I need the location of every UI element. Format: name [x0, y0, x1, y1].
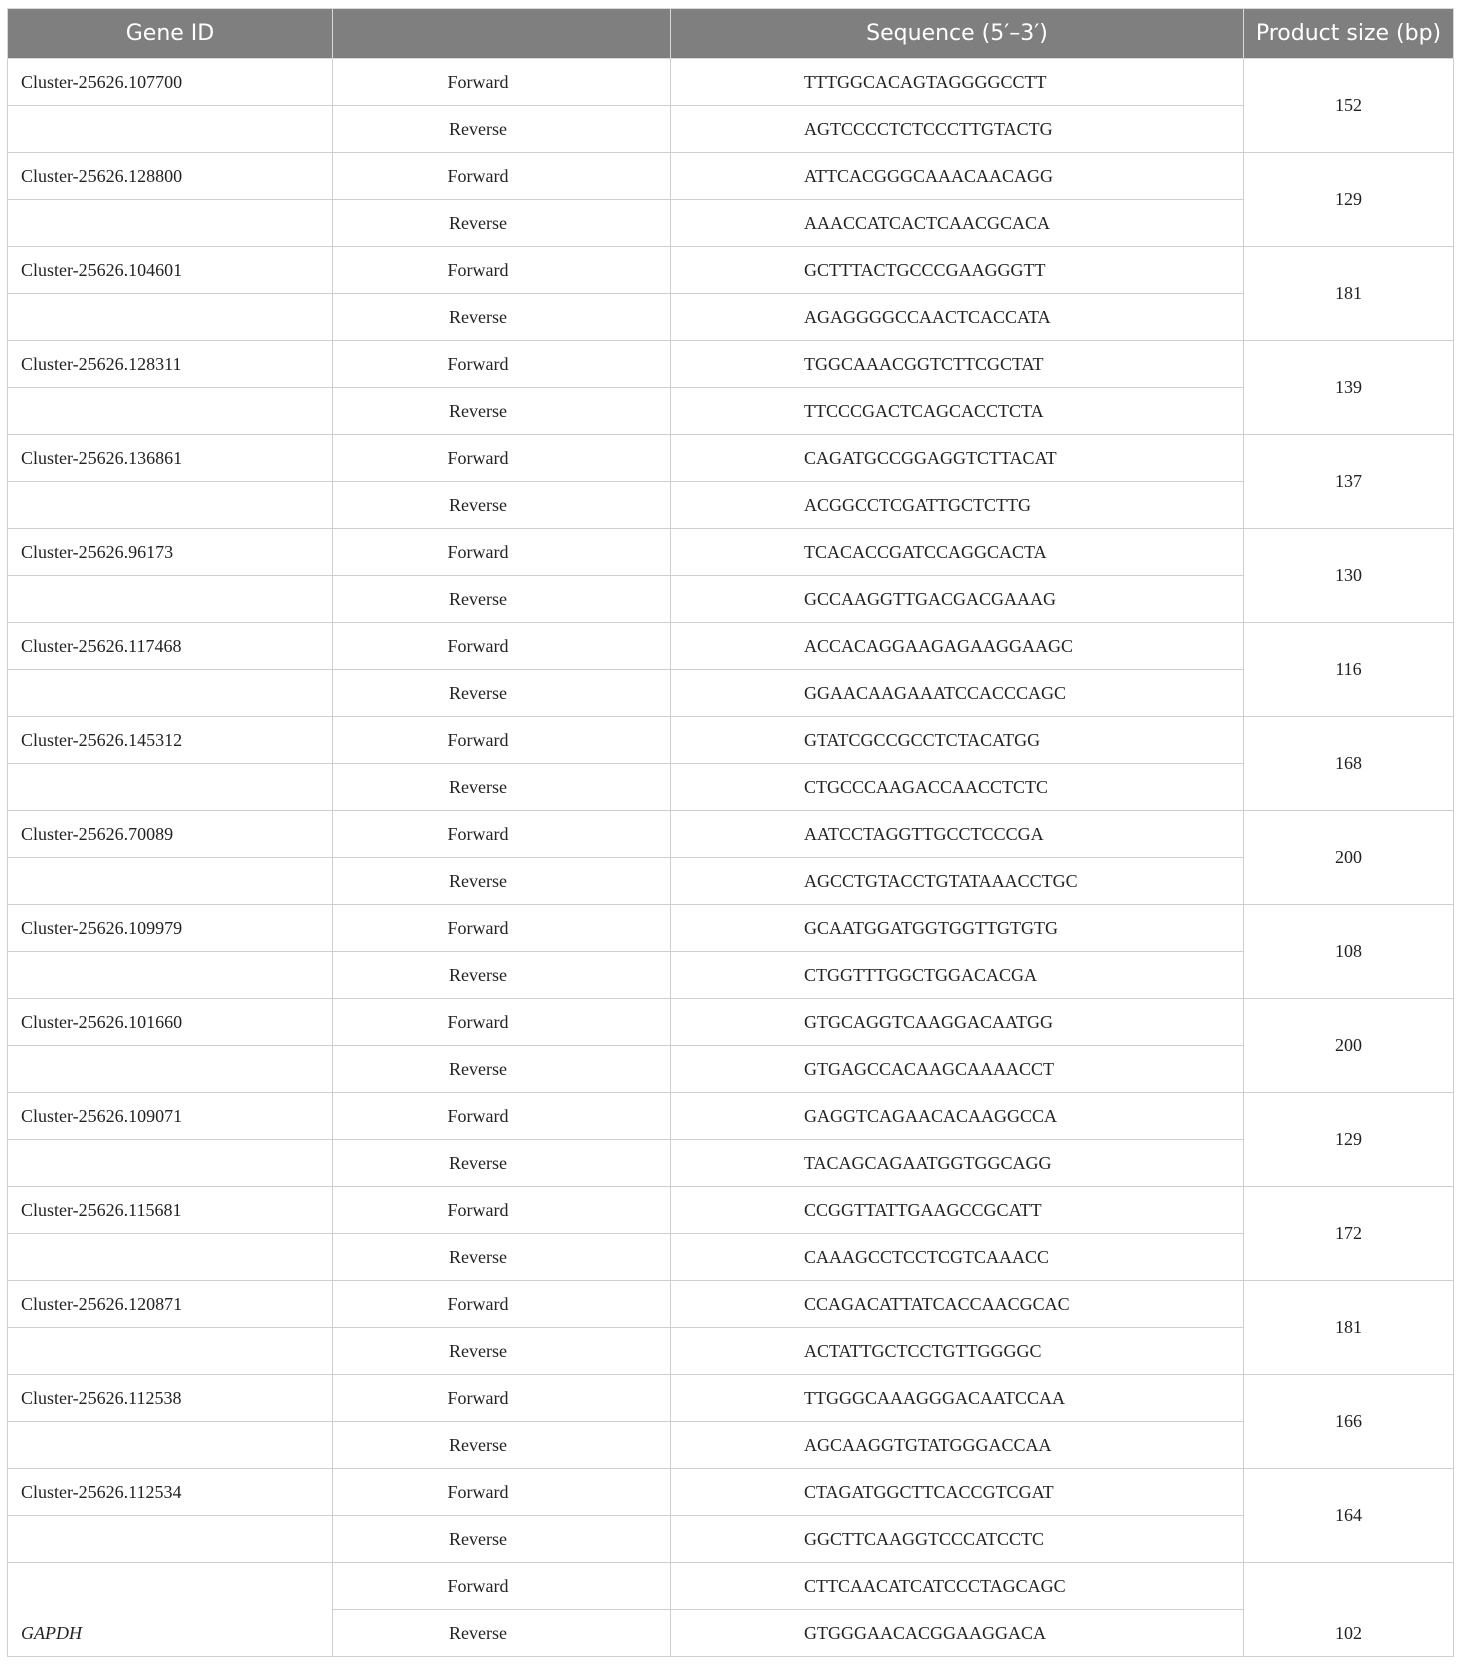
sequence-cell: ATTCACGGGCAAACAACAGG: [671, 153, 1244, 200]
gene-id-cell-empty: [8, 1328, 333, 1375]
direction-cell: Forward: [333, 623, 671, 670]
table-row: [8, 1187, 1454, 1234]
product-size-cell: 129: [1244, 1093, 1454, 1187]
direction-cell: Reverse: [333, 1328, 671, 1375]
direction-cell: Forward: [333, 247, 671, 294]
sequence-cell: TACAGCAGAATGGTGGCAGG: [671, 1140, 1244, 1187]
gene-id-cell-reference: GAPDH: [8, 1563, 333, 1657]
gene-id-cell: Cluster-25626.120871: [8, 1281, 333, 1328]
direction-cell: Reverse: [333, 106, 671, 153]
table-row: [8, 999, 1454, 1046]
product-size-cell: 102: [1244, 1563, 1454, 1657]
product-size-cell: 108: [1244, 905, 1454, 999]
table-row: [8, 1469, 1454, 1516]
gene-id-cell-empty: [8, 1516, 333, 1563]
gene-id-cell: Cluster-25626.104601: [8, 247, 333, 294]
product-size-cell: 137: [1244, 435, 1454, 529]
table-row: [8, 435, 1454, 482]
product-size-cell: 139: [1244, 341, 1454, 435]
direction-cell: Forward: [333, 905, 671, 952]
gene-id-cell-empty: [8, 482, 333, 529]
table-row: [8, 858, 1454, 905]
sequence-cell: CAAAGCCTCCTCGTCAAACC: [671, 1234, 1244, 1281]
direction-cell: Forward: [333, 1187, 671, 1234]
gene-id-cell: Cluster-25626.107700: [8, 59, 333, 106]
gene-id-cell-empty: [8, 858, 333, 905]
direction-cell: Reverse: [333, 670, 671, 717]
direction-cell: Forward: [333, 1469, 671, 1516]
sequence-cell: AGAGGGGCCAACTCACCATA: [671, 294, 1244, 341]
table-row: [8, 1234, 1454, 1281]
direction-cell: Reverse: [333, 952, 671, 999]
product-size-cell: 166: [1244, 1375, 1454, 1469]
table-row: [8, 294, 1454, 341]
table-row: [8, 1140, 1454, 1187]
table-row: [8, 905, 1454, 952]
header-blank: [333, 9, 671, 59]
gene-id-cell: Cluster-25626.115681: [8, 1187, 333, 1234]
table-row: [8, 1328, 1454, 1375]
gene-id-cell-empty: [8, 388, 333, 435]
sequence-cell: AATCCTAGGTTGCCTCCCGA: [671, 811, 1244, 858]
table-row-reference: [8, 1563, 1454, 1610]
table-row: [8, 247, 1454, 294]
direction-cell: Forward: [333, 1563, 671, 1610]
sequence-cell: CTGCCCAAGACCAACCTCTC: [671, 764, 1244, 811]
direction-cell: Forward: [333, 529, 671, 576]
sequence-cell: ACCACAGGAAGAGAAGGAAGC: [671, 623, 1244, 670]
table-body: [8, 59, 1454, 1657]
gene-id-cell-empty: [8, 764, 333, 811]
sequence-cell: GTATCGCCGCCTCTACATGG: [671, 717, 1244, 764]
direction-cell: Forward: [333, 1375, 671, 1422]
table-row: [8, 623, 1454, 670]
gene-id-cell: Cluster-25626.128311: [8, 341, 333, 388]
sequence-cell: CAGATGCCGGAGGTCTTACAT: [671, 435, 1244, 482]
direction-cell: Reverse: [333, 1046, 671, 1093]
product-size-cell: 129: [1244, 153, 1454, 247]
table-row: [8, 1093, 1454, 1140]
product-size-cell: 116: [1244, 623, 1454, 717]
sequence-cell: TTTGGCACAGTAGGGGCCTT: [671, 59, 1244, 106]
direction-cell: Forward: [333, 435, 671, 482]
gene-id-cell: Cluster-25626.96173: [8, 529, 333, 576]
sequence-cell: GTGCAGGTCAAGGACAATGG: [671, 999, 1244, 1046]
product-size-cell: 200: [1244, 999, 1454, 1093]
table-row: [8, 153, 1454, 200]
sequence-cell: GCTTTACTGCCCGAAGGGTT: [671, 247, 1244, 294]
table-row: [8, 388, 1454, 435]
sequence-cell: CTAGATGGCTTCACCGTCGAT: [671, 1469, 1244, 1516]
table-row: [8, 341, 1454, 388]
table-row: [8, 200, 1454, 247]
direction-cell: Forward: [333, 1281, 671, 1328]
header-product-size: Product size (bp): [1244, 9, 1454, 59]
product-size-cell: 172: [1244, 1187, 1454, 1281]
sequence-cell: GGAACAAGAAATCCACCCAGC: [671, 670, 1244, 717]
direction-cell: Reverse: [333, 1140, 671, 1187]
sequence-cell: CTTCAACATCATCCCTAGCAGC: [671, 1563, 1244, 1610]
product-size-cell: 130: [1244, 529, 1454, 623]
gene-id-cell: Cluster-25626.112538: [8, 1375, 333, 1422]
primer-table: [7, 8, 1454, 1657]
product-size-cell: 181: [1244, 247, 1454, 341]
product-size-cell: 181: [1244, 1281, 1454, 1375]
sequence-cell: GTGGGAACACGGAAGGACA: [671, 1610, 1244, 1657]
gene-id-cell-empty: [8, 294, 333, 341]
direction-cell: Forward: [333, 999, 671, 1046]
sequence-cell: AAACCATCACTCAACGCACA: [671, 200, 1244, 247]
table-row: [8, 59, 1454, 106]
gene-id-cell-empty: [8, 200, 333, 247]
gene-id-cell: Cluster-25626.70089: [8, 811, 333, 858]
direction-cell: Reverse: [333, 1234, 671, 1281]
direction-cell: Reverse: [333, 200, 671, 247]
sequence-cell: CCGGTTATTGAAGCCGCATT: [671, 1187, 1244, 1234]
direction-cell: Reverse: [333, 1610, 671, 1657]
sequence-cell: CTGGTTTGGCTGGACACGA: [671, 952, 1244, 999]
direction-cell: Reverse: [333, 576, 671, 623]
direction-cell: Forward: [333, 1093, 671, 1140]
direction-cell: Reverse: [333, 764, 671, 811]
sequence-cell: GCAATGGATGGTGGTTGTGTG: [671, 905, 1244, 952]
sequence-cell: GCCAAGGTTGACGACGAAAG: [671, 576, 1244, 623]
direction-cell: Forward: [333, 153, 671, 200]
header-sequence: Sequence (5′–3′): [671, 9, 1244, 59]
product-size-cell: 164: [1244, 1469, 1454, 1563]
table-row: [8, 717, 1454, 764]
gene-id-cell: Cluster-25626.128800: [8, 153, 333, 200]
table-row: [8, 811, 1454, 858]
gene-id-cell-empty: [8, 1046, 333, 1093]
product-size-cell: 168: [1244, 717, 1454, 811]
gene-id-cell: Cluster-25626.109071: [8, 1093, 333, 1140]
gene-id-cell-empty: [8, 1140, 333, 1187]
table-row: [8, 1516, 1454, 1563]
gene-id-cell: Cluster-25626.117468: [8, 623, 333, 670]
sequence-cell: TGGCAAACGGTCTTCGCTAT: [671, 341, 1244, 388]
gene-id-cell-empty: [8, 1234, 333, 1281]
gene-id-cell-empty: [8, 106, 333, 153]
gene-id-cell: Cluster-25626.112534: [8, 1469, 333, 1516]
sequence-cell: ACTATTGCTCCTGTTGGGGC: [671, 1328, 1244, 1375]
sequence-cell: GAGGTCAGAACACAAGGCCA: [671, 1093, 1244, 1140]
direction-cell: Forward: [333, 59, 671, 106]
sequence-cell: TTCCCGACTCAGCACCTCTA: [671, 388, 1244, 435]
table-row: [8, 1281, 1454, 1328]
direction-cell: Reverse: [333, 388, 671, 435]
sequence-cell: ACGGCCTCGATTGCTCTTG: [671, 482, 1244, 529]
table-row: [8, 1422, 1454, 1469]
gene-id-cell-empty: [8, 670, 333, 717]
gene-id-cell-empty: [8, 576, 333, 623]
table-row: [8, 764, 1454, 811]
direction-cell: Reverse: [333, 1516, 671, 1563]
product-size-cell: 152: [1244, 59, 1454, 153]
table-row: [8, 952, 1454, 999]
product-size-cell: 200: [1244, 811, 1454, 905]
table-row: [8, 1046, 1454, 1093]
gene-id-cell-empty: [8, 1422, 333, 1469]
sequence-cell: AGCCTGTACCTGTATAAACCTGC: [671, 858, 1244, 905]
direction-cell: Reverse: [333, 294, 671, 341]
gene-id-cell: Cluster-25626.101660: [8, 999, 333, 1046]
gene-id-cell-empty: [8, 952, 333, 999]
gene-id-cell: Cluster-25626.145312: [8, 717, 333, 764]
table-row: [8, 1375, 1454, 1422]
sequence-cell: GGCTTCAAGGTCCCATCCTC: [671, 1516, 1244, 1563]
table-row: [8, 106, 1454, 153]
direction-cell: Reverse: [333, 1422, 671, 1469]
table-row: [8, 576, 1454, 623]
sequence-cell: CCAGACATTATCACCAACGCAC: [671, 1281, 1244, 1328]
direction-cell: Forward: [333, 341, 671, 388]
direction-cell: Forward: [333, 717, 671, 764]
table-header-row: [8, 9, 1454, 59]
direction-cell: Forward: [333, 811, 671, 858]
sequence-cell: AGCAAGGTGTATGGGACCAA: [671, 1422, 1244, 1469]
header-gene-id: Gene ID: [8, 9, 333, 59]
table-row: [8, 482, 1454, 529]
sequence-cell: AGTCCCCTCTCCCTTGTACTG: [671, 106, 1244, 153]
table-row: [8, 670, 1454, 717]
direction-cell: Reverse: [333, 858, 671, 905]
sequence-cell: TCACACCGATCCAGGCACTA: [671, 529, 1244, 576]
gene-id-cell: Cluster-25626.136861: [8, 435, 333, 482]
direction-cell: Reverse: [333, 482, 671, 529]
gene-id-cell: Cluster-25626.109979: [8, 905, 333, 952]
table-row: [8, 529, 1454, 576]
sequence-cell: TTGGGCAAAGGGACAATCCAA: [671, 1375, 1244, 1422]
sequence-cell: GTGAGCCACAAGCAAAACCT: [671, 1046, 1244, 1093]
